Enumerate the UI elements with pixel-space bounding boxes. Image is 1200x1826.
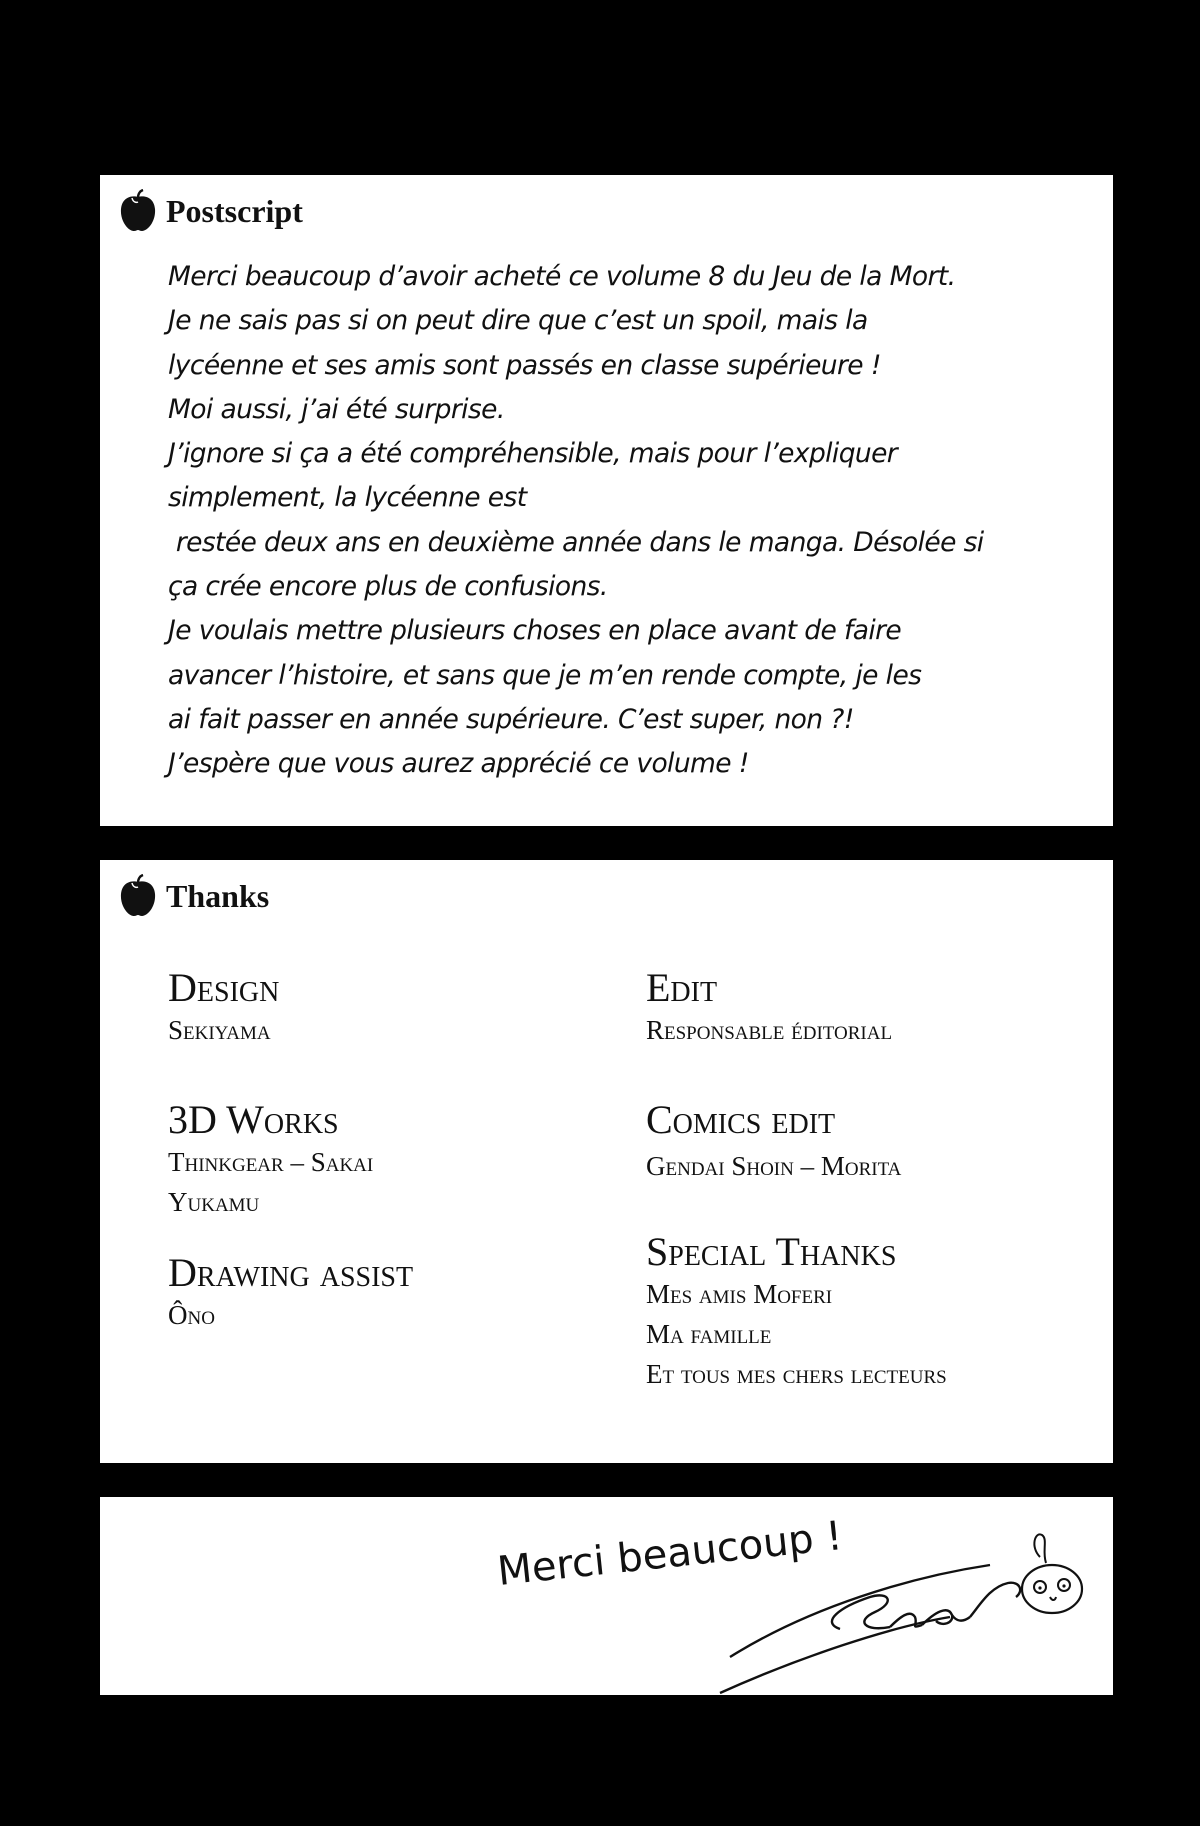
credit-name: Mes amis Moferi — [646, 1279, 833, 1309]
letter-line: Je voulais mettre plusieurs choses en place avant de faire — [168, 615, 902, 647]
thanks-title: Thanks — [166, 878, 270, 914]
postscript-header — [118, 189, 303, 233]
letter-line: simplement, la lycéenne est — [168, 482, 527, 514]
credit-group-drawing-assist — [168, 1251, 608, 1335]
credit-group-special-thanks — [646, 1230, 1086, 1394]
credits-left-column — [168, 966, 608, 1335]
credit-name: Et tous mes chers lecteurs — [646, 1359, 947, 1389]
letter-line: Merci beaucoup d’avoir acheté ce volume 8 du Jeu de la Mort. — [168, 261, 956, 292]
credit-name: Responsable éditorial — [646, 1015, 893, 1045]
letter-line: lycéenne et ses amis sont passés en classe supérieure ! — [168, 349, 881, 381]
credit-name: Ma famille — [646, 1319, 772, 1349]
credit-role: Comics edit — [646, 1097, 836, 1142]
letter-line: ai fait passer en année supérieure. C’est super, non ?! — [168, 703, 854, 735]
credit-role: 3D Works — [168, 1097, 339, 1142]
credit-name: Yukamu — [168, 1187, 260, 1217]
thanks-header — [118, 874, 269, 918]
credit-name: Thinkgear – Sakai — [168, 1147, 374, 1177]
letter-line: J’espère que vous aurez apprécié ce volume ! — [168, 748, 749, 780]
signature-message: Merci beaucoup ! — [495, 1513, 845, 1595]
signature-mark — [690, 1517, 1100, 1695]
credit-name: Gendai Shoin – Morita — [646, 1151, 902, 1181]
postscript-panel — [100, 175, 1113, 826]
credit-role: Special Thanks — [646, 1229, 897, 1274]
credit-name: Sekiyama — [168, 1015, 271, 1045]
letter-line: J’ignore si ça a été compréhensible, mais pour l’expliquer — [168, 438, 898, 470]
postscript-title: Postscript — [166, 193, 303, 229]
apple-icon — [118, 189, 158, 233]
credits-right-column — [646, 966, 1086, 1394]
letter-line: avancer l’histoire, et sans que je m’en rende compte, je les — [168, 659, 922, 691]
credit-group-edit — [646, 966, 1086, 1098]
apple-icon — [118, 874, 158, 918]
credit-name: Ôno — [168, 1300, 215, 1330]
credit-role: Edit — [646, 965, 718, 1010]
postscript-letter — [168, 255, 1068, 787]
letter-line: Moi aussi, j’ai été surprise. — [168, 393, 505, 425]
thanks-panel — [100, 860, 1113, 1463]
credit-group-3d-works — [168, 1098, 608, 1251]
credit-role: Drawing assist — [168, 1250, 414, 1295]
credit-group-design — [168, 966, 608, 1098]
letter-line: restée deux ans en deuxième année dans le manga. Désolée si — [168, 526, 984, 558]
signature-panel — [100, 1497, 1113, 1695]
credit-group-comics-edit — [646, 1098, 1086, 1230]
letter-line: Je ne sais pas si on peut dire que c’est un spoil, mais la — [168, 305, 868, 337]
letter-line: ça crée encore plus de confusions. — [168, 571, 608, 603]
credit-role: Design — [168, 965, 280, 1010]
